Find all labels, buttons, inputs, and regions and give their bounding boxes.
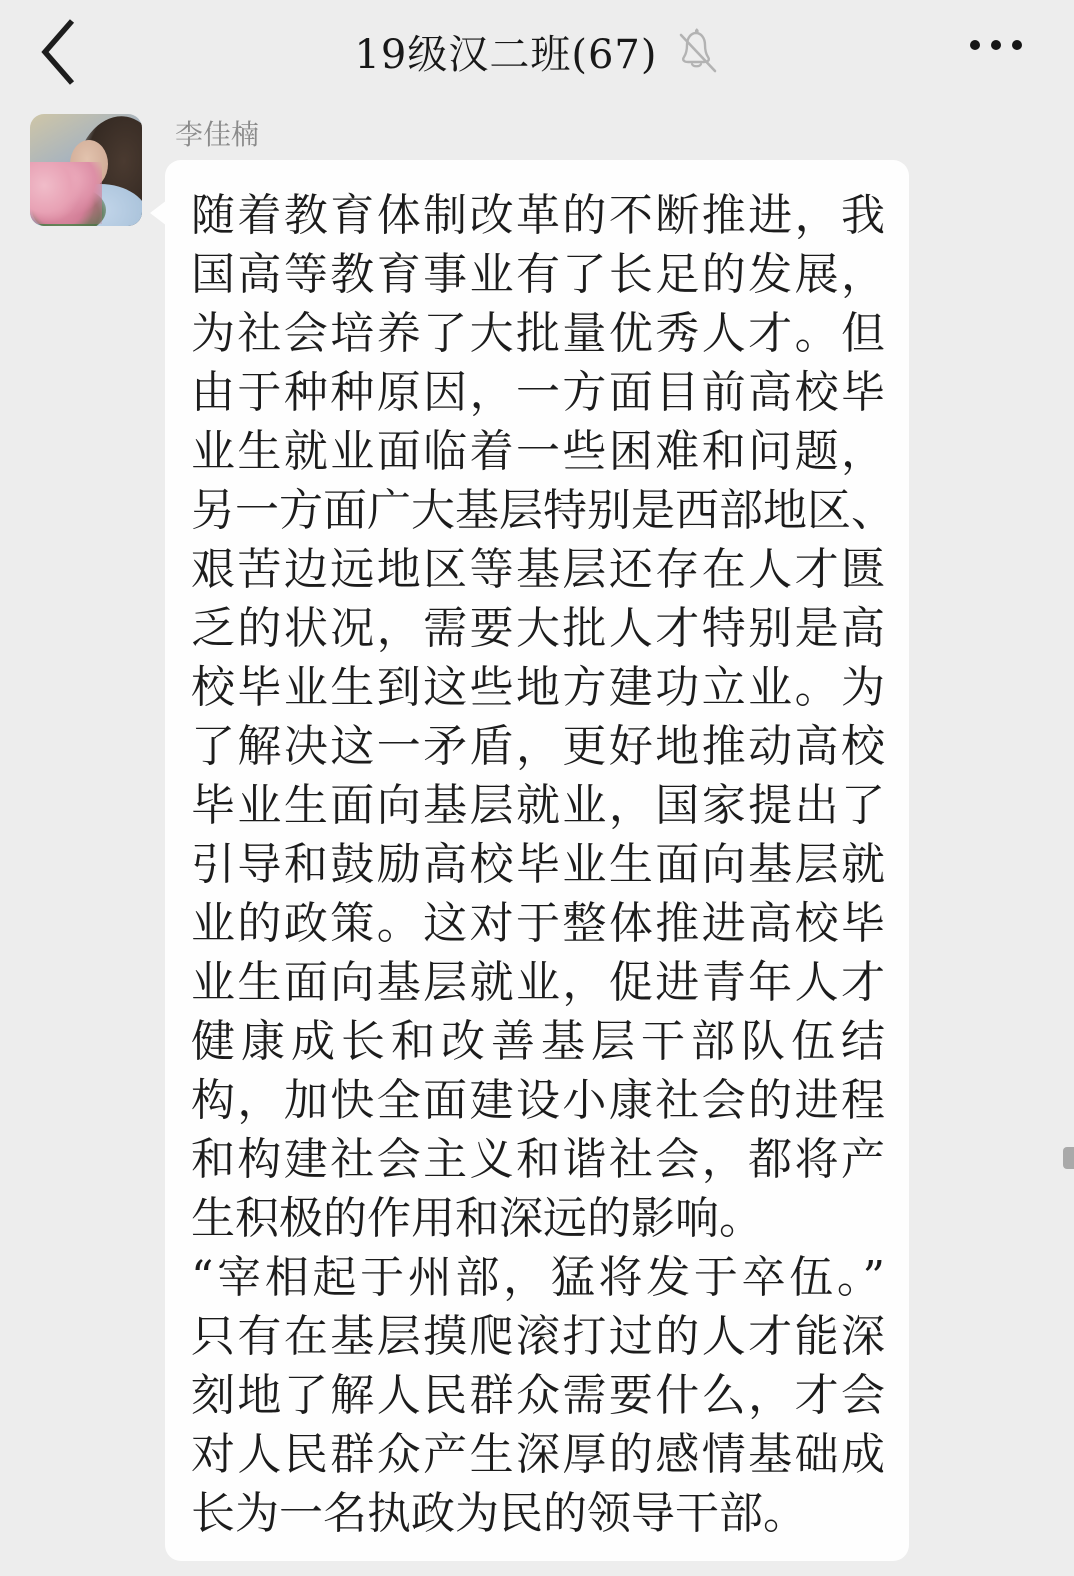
message-column: [165, 114, 909, 1561]
handwriting-line: 长为一名执政为民的领导干部。: [191, 1488, 807, 1539]
chat-area: [0, 102, 1074, 1561]
handwriting-line: 健康成长和改善基层干部队伍结: [191, 1016, 885, 1067]
scrollbar-thumb[interactable]: [1063, 1147, 1074, 1169]
handwriting-line: 业的政策。这对于整体推进高校毕: [191, 898, 885, 949]
handwriting-line: 和构建社会主义和谐社会，都将产: [191, 1134, 885, 1185]
chat-title-group: [0, 0, 1074, 102]
handwriting-line: 校毕业生到这些地方建功立业。为: [191, 662, 885, 713]
handwriting-line: 引导和鼓励高校毕业生面向基层就: [191, 839, 885, 890]
chat-title: 19级汉二班(67): [354, 31, 658, 78]
bell-slash-icon: [674, 26, 720, 76]
handwriting-line: “宰相起于州部，猛将发于卒伍。”: [191, 1252, 885, 1303]
message-bubble[interactable]: [165, 160, 909, 1561]
handwriting-line: 艰苦边远地区等基层还存在人才匮: [191, 544, 885, 595]
navbar: [0, 0, 1074, 102]
handwriting-line: 只有在基层摸爬滚打过的人才能深: [191, 1311, 885, 1362]
handwriting-line: 国高等教育事业有了长足的发展，: [191, 249, 885, 300]
ellipsis-icon: [1012, 40, 1022, 50]
handwriting-line: 毕业生面向基层就业，国家提出了: [191, 780, 885, 831]
more-button[interactable]: [968, 30, 1024, 60]
message-row: [0, 102, 1074, 1561]
handwriting-line: 为社会培养了大批量优秀人才。但: [191, 308, 885, 359]
handwriting-line: 刻地了解人民群众需要什么，才会: [191, 1370, 885, 1421]
handwriting-line: 生积极的作用和深远的影响。: [191, 1193, 763, 1244]
ellipsis-icon: [991, 40, 1001, 50]
ellipsis-icon: [970, 40, 980, 50]
sender-name: 李佳楠: [175, 118, 260, 151]
handwriting-line: 了解决这一矛盾，更好地推动高校: [191, 721, 885, 772]
handwriting-line: 业生就业面临着一些困难和问题，: [191, 426, 885, 477]
handwriting-line: 对人民群众产生深厚的感情基础成: [191, 1429, 885, 1480]
avatar-image: [30, 162, 102, 224]
handwriting-line: 另一方面广大基层特别是西部地区、: [191, 485, 895, 536]
bubble-tail: [150, 200, 167, 226]
handwriting-line: 乏的状况，需要大批人才特别是高: [191, 603, 885, 654]
handwriting-line: 业生面向基层就业，促进青年人才: [191, 957, 885, 1008]
handwritten-text-photo: [191, 186, 895, 1543]
handwriting-line: 构，加快全面建设小康社会的进程: [191, 1075, 885, 1126]
avatar[interactable]: [30, 114, 142, 226]
handwriting-line: 随着教育体制改革的不断推进，我: [191, 190, 885, 241]
handwriting-line: 由于种种原因，一方面目前高校毕: [191, 367, 885, 418]
